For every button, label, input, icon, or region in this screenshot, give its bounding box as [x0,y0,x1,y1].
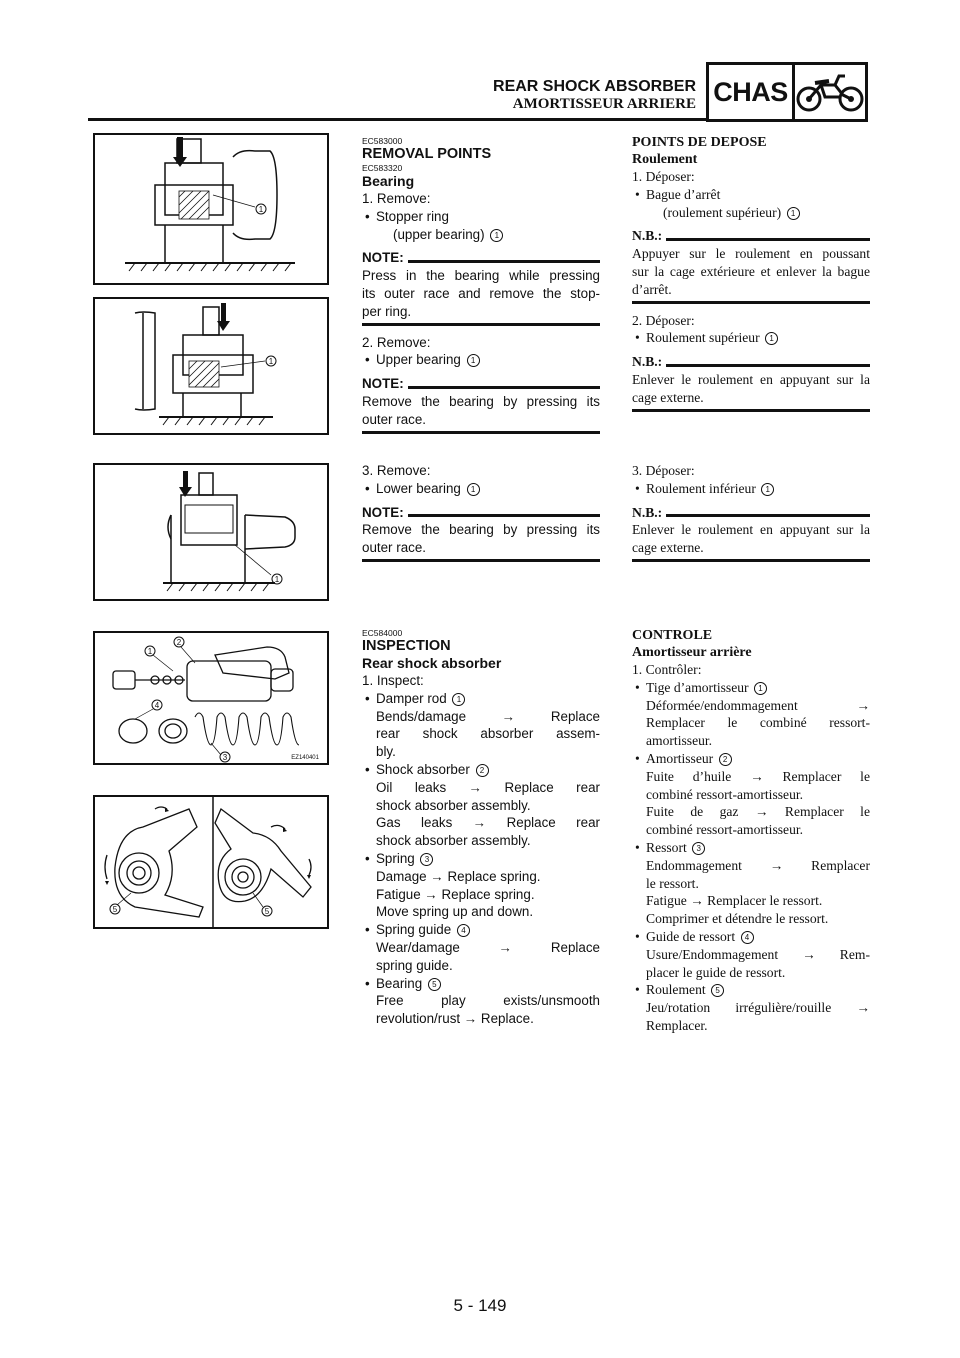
en-inspection-section [362,628,600,1028]
inspect-detail: Oil leaks → Replace rear [376,779,600,795]
note-header: NOTE: [362,375,600,393]
inspect-detail: Comprimer et détendre le ressort. [646,911,829,927]
note-line: cage externe. [632,540,704,556]
inspect-detail: Fatigue → Replace spring. [376,886,535,902]
inspect-item: • Roulement 5 [632,981,870,999]
inspect-step: 1. Contrôler: [632,662,702,677]
section-label: CHAS [709,65,795,119]
note-end-rule [632,409,870,412]
figure-lower-bearing-removal [93,463,329,601]
inspect-detail: Move spring up and down. [376,904,534,920]
callout-4: 4 [154,701,160,710]
inspect-detail: shock absorber assembly. [376,833,531,849]
note-line: Appuyer sur le roulement en poussant [632,246,870,262]
figure-code: EZ140401 [291,755,319,761]
note-header: NOTE: [362,504,600,522]
fr-removal-section [632,134,870,412]
header-title-en: REAR SHOCK ABSORBER [493,78,696,95]
step-3: 3. Déposer: [632,463,695,478]
note-end-rule [632,559,870,562]
note-line: Enlever le roulement en appuyant sur la [632,522,870,538]
note-line: outer race. [362,411,427,427]
note-line: Remove the bearing by pressing its [362,393,600,409]
inspect-detail: Fuite de gaz → Remplacer le [646,804,870,820]
subsection-code: EC583320 [362,163,403,173]
inspect-item: • Damper rod 1 [362,690,600,708]
section-code: EC583000 [362,136,403,146]
header-title-fr: AMORTISSEUR ARRIERE [512,96,696,112]
section-title: POINTS DE DEPOSE [632,135,767,150]
callout-5: 5 [264,907,270,916]
section-code: EC584000 [362,628,403,638]
inspect-item: • Amortisseur 2 [632,750,870,768]
step-2: 2. Remove: [362,334,431,350]
inspect-item: • Guide de ressort 4 [632,928,870,946]
en-removal-section [362,136,600,434]
inspect-detail: Wear/damage → Replace [376,939,600,955]
fr-step-3 [632,462,870,562]
subsection-title: Roulement [632,152,698,167]
callout-3: 3 [222,753,228,762]
note-end-rule [362,431,600,434]
note-header: N.B.: [632,227,870,245]
section-title: INSPECTION [362,638,451,654]
note-line: Remove the bearing by pressing its [362,522,600,538]
inspect-detail: placer le guide de ressort. [646,964,786,980]
step-1-item: • Bague d’arrêt [632,186,870,204]
en-step-3 [362,462,600,562]
figure-shock-absorber-parts [93,631,329,765]
subsection-title: Amortisseur arrière [632,645,752,660]
inspect-detail: rear shock absorber assem- [376,726,600,742]
inspect-detail: Fuite d’huile → Remplacer le [646,768,870,784]
inspect-detail: spring guide. [376,957,453,973]
note-line: per ring. [362,303,412,319]
inspect-item: • Spring 3 [362,850,600,868]
inspect-item: • Bearing 5 [362,975,600,993]
inspect-detail: le ressort. [646,875,699,891]
inspect-detail: amortisseur. [646,733,713,749]
step-1: 1. Déposer: [632,169,695,184]
callout-1: 1 [147,647,153,656]
subsection-title: Bearing [362,173,415,189]
note-line: Press in the bearing while pressing [362,268,600,284]
inspect-detail: Usure/Endommagement → Rem- [646,946,870,962]
fr-inspection-section [632,627,870,1035]
inspect-detail: combiné ressort-amortisseur. [646,822,804,838]
callout-5: 5 [112,905,118,914]
note-line: its outer race and remove the stop- [362,285,600,301]
inspect-detail: Damage → Replace spring. [376,868,541,884]
callout-1: 1 [268,357,274,366]
page-number: 5 - 149 [453,1296,507,1315]
inspect-detail: combiné ressort-amortisseur. [646,786,804,802]
figure-bearing-inspection [93,795,329,929]
figure-stopper-ring-removal [93,133,329,285]
step-3: 3. Remove: [362,463,431,478]
section-title: CONTROLE [632,628,713,643]
step-2: 2. Déposer: [632,312,695,328]
note-line: d’arrêt. [632,281,672,297]
inspect-item: • Tige d’amortisseur 1 [632,679,870,697]
note-header: NOTE: [362,249,600,267]
step-2-item: • Roulement supérieur 1 [632,329,870,347]
step-2-item: • Upper bearing 1 [362,351,600,369]
callout-1: 1 [274,575,280,584]
inspect-item: • Ressort 3 [632,839,870,857]
inspect-item: • Spring guide 4 [362,921,600,939]
header-rule [88,118,706,121]
step-1-item-cont: (upper bearing) 1 [362,226,600,244]
inspect-detail: Remplacer le combiné ressort- [646,715,870,731]
inspect-detail: bly. [376,744,396,760]
inspect-detail: Jeu/rotation irrégulière/rouille → [646,1000,870,1016]
note-line: sur la cage extérieure et enlever la bague [632,263,870,279]
step-1: 1. Remove: [362,191,431,206]
callout-2: 2 [176,638,182,647]
motorcycle-icon [795,65,865,119]
note-header: N.B.: [632,504,870,522]
inspect-item: • Shock absorber 2 [362,761,600,779]
inspect-detail: Déformée/endommagement → [646,697,870,713]
inspect-detail: shock absorber assembly. [376,797,531,813]
step-1-item-cont: (roulement supérieur) 1 [632,204,870,222]
note-line: outer race. [362,540,427,556]
step-1-item: • Stopper ring [362,208,600,226]
step-3-item: • Roulement inférieur 1 [632,480,870,498]
inspect-detail: Fatigue → Remplacer le ressort. [646,893,823,909]
note-end-rule [362,559,600,562]
subsection-title: Rear shock absorber [362,655,502,671]
figure-upper-bearing-removal [93,297,329,435]
section-title: REMOVAL POINTS [362,146,492,162]
inspect-detail: Gas leaks → Replace rear [376,815,600,831]
inspect-detail: Free play exists/unsmooth [376,993,600,1009]
note-header: N.B.: [632,353,870,371]
callout-1: 1 [258,205,264,214]
inspect-detail: revolution/rust → Replace. [376,1011,534,1027]
section-tab [706,62,868,122]
inspect-detail: Remplacer. [646,1017,708,1033]
note-line: cage externe. [632,389,704,405]
step-3-item: • Lower bearing 1 [362,480,600,498]
inspect-step: 1. Inspect: [362,673,424,688]
inspect-detail: Endommagement → Remplacer [646,857,870,873]
note-line: Enlever le roulement en appuyant sur la [632,371,870,387]
inspect-detail: Bends/damage → Replace [376,708,600,724]
